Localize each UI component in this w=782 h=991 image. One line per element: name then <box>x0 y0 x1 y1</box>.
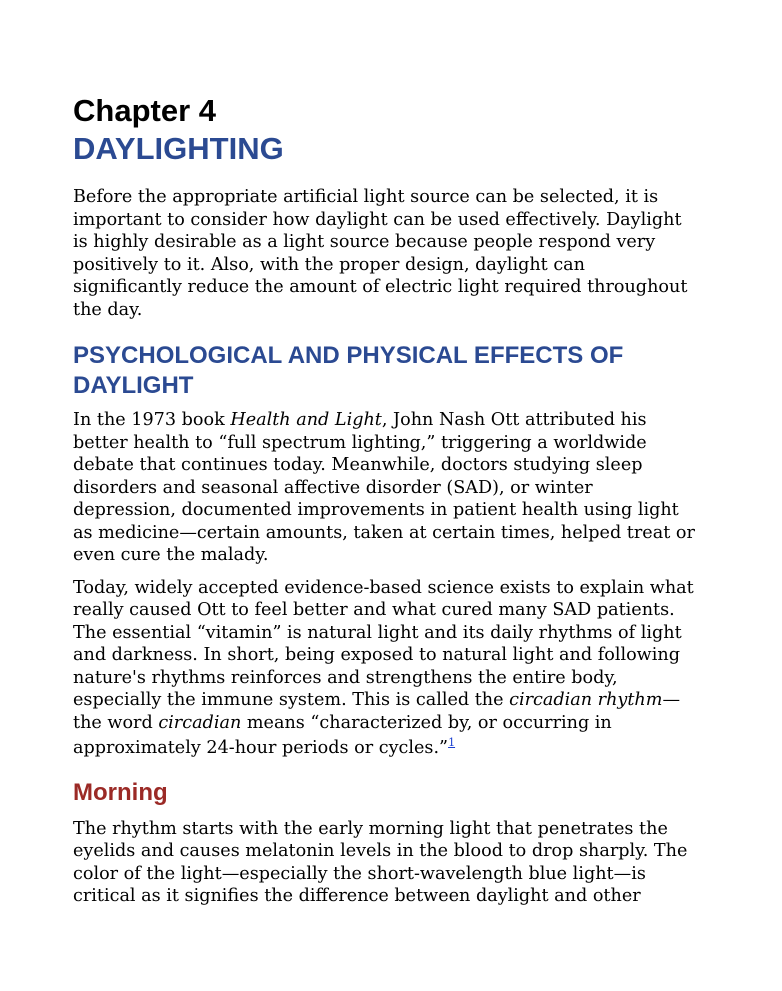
document-page <box>73 92 713 908</box>
paragraph-line: disorders and seasonal affective disorder (SAD), or winter <box>73 477 593 498</box>
paragraph-line: nature's rhythms reinforces and strengthens the entire body, <box>73 667 618 688</box>
paragraph-line: and darkness. In short, being exposed to natural light and following <box>73 645 680 665</box>
paragraph-line: as medicine—certain amounts, taken at certain times, helped treat or <box>73 522 695 543</box>
chapter-label: Chapter 4 <box>73 93 216 128</box>
paragraph-line: critical as it signifies the difference between daylight and other <box>73 886 641 906</box>
book-title: Health and Light <box>230 410 382 430</box>
intro-line: important to consider how daylight can be used effectively. Daylight <box>73 209 682 230</box>
paragraph-line: really caused Ott to feel better and what cured many SAD patients. <box>73 600 675 620</box>
paragraph-line: debate that continues today. Meanwhile, doctors studying sleep <box>73 455 643 475</box>
paragraph-line: even cure the malady. <box>73 545 269 565</box>
term-circadian: circadian <box>158 712 242 733</box>
term-circadian-rhythm: circadian rhythm <box>509 690 663 710</box>
paragraph-ott <box>73 409 713 567</box>
paragraph-line: approximately 24-hour periods or cycles.”$^1$ <box>73 736 456 758</box>
footnote-link[interactable]: 1 <box>448 736 456 750</box>
paragraph-morning <box>73 818 713 908</box>
section-heading-effects <box>73 341 713 401</box>
paragraph-line: In the 1973 book Health and Light, John Nash Ott attributed his <box>73 410 647 430</box>
paragraph-science <box>73 577 713 760</box>
subsection-heading-morning: Morning <box>73 778 168 806</box>
paragraph-line: depression, documented improvements in patient health using light <box>73 500 679 520</box>
intro-line: significantly reduce the amount of electric light required throughout <box>73 277 688 297</box>
paragraph-line: The rhythm starts with the early morning light that penetrates the <box>73 818 668 839</box>
paragraph-line: The essential “vitamin” is natural light and its daily rhythms of light <box>73 622 682 643</box>
intro-line: positively to it. Also, with the proper design, daylight can <box>73 254 586 275</box>
intro-line: is highly desirable as a light source because people respond very <box>73 232 656 252</box>
heading-line: PSYCHOLOGICAL AND PHYSICAL EFFECTS OF <box>73 342 624 369</box>
intro-line: Before the appropriate artificial light source can be selected, it is <box>73 187 659 207</box>
intro-paragraph <box>73 186 713 321</box>
paragraph-line: better health to “full spectrum lighting,” triggering a worldwide <box>73 432 647 453</box>
paragraph-line: eyelids and causes melatonin levels in the blood to drop sharply. The <box>73 841 688 861</box>
intro-line: the day. <box>73 299 143 320</box>
paragraph-line: color of the light—especially the short-wavelength blue light—is <box>73 863 646 884</box>
paragraph-line: especially the immune system. This is called the circadian rhythm— <box>73 690 681 710</box>
paragraph-line: Today, widely accepted evidence-based science exists to explain what <box>73 577 694 598</box>
paragraph-line: the word circadian means “characterized by, or occurring in <box>73 712 612 733</box>
heading-line: DAYLIGHT <box>73 372 194 399</box>
chapter-title: DAYLIGHTING <box>73 131 284 166</box>
